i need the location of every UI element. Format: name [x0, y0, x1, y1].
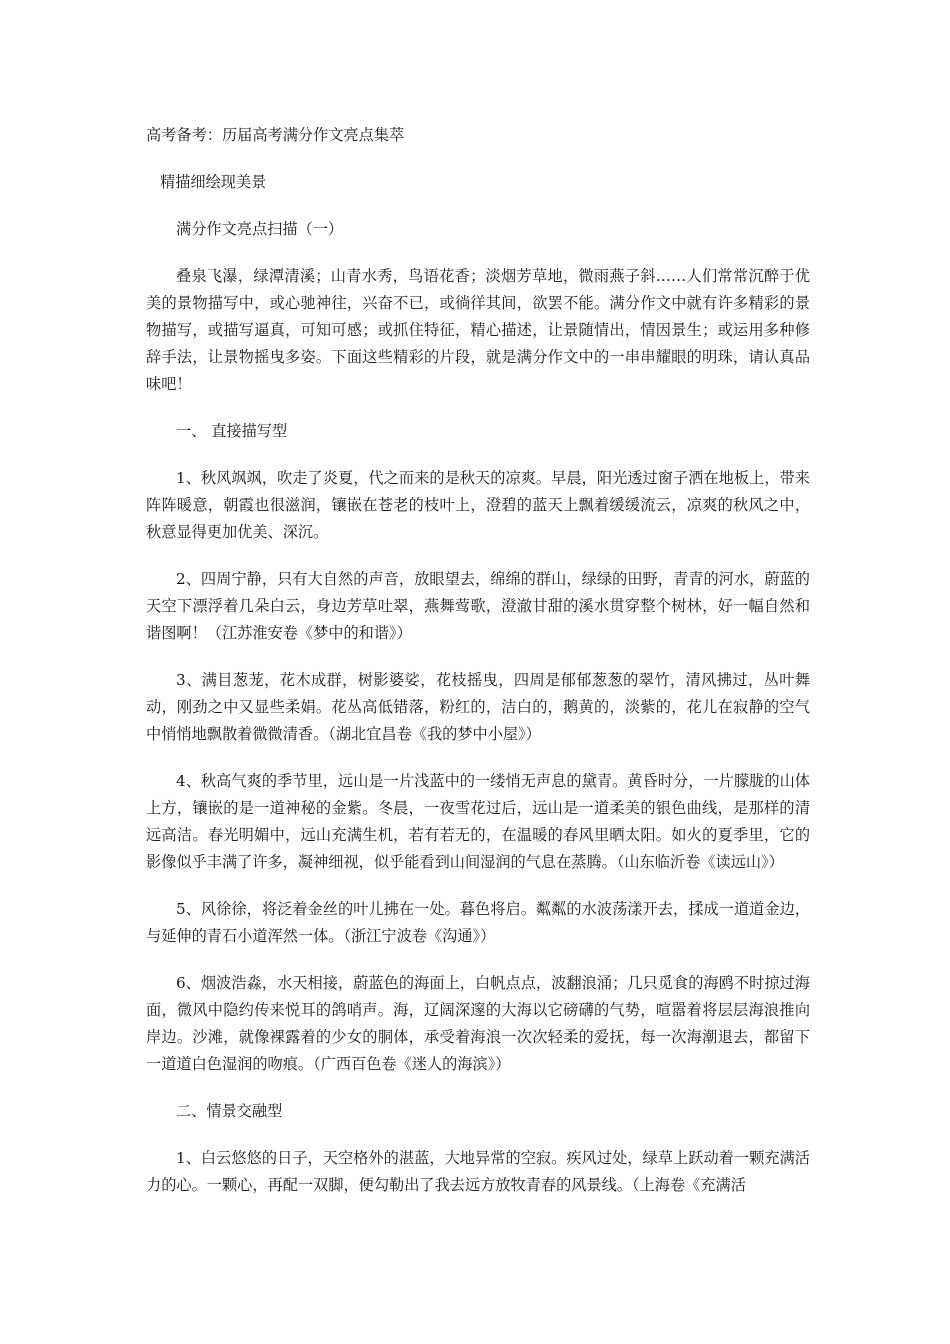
- document-page: [146, 122, 810, 1199]
- document-title: 高考备考：历届高考满分作文亮点集萃: [146, 126, 405, 144]
- part1-item-5: 5、风徐徐，将泛着金丝的叶儿拂在一处。暮色将启。粼粼的水波荡漾开去，揉成一道道金边，与延伸的青石小道浑然一体。（浙江宁波卷《沟通》）: [146, 900, 810, 945]
- part1-item-4: 4、秋高气爽的季节里，远山是一片浅蓝中的一缕悄无声息的黛青。黄昏时分，一片朦胧的山体上方，镶嵌的是一道神秘的金紫。冬晨，一夜雪花过后，远山是一道柔美的银色曲线，是那样的清远高洁。春光明媚中，远山充满生机，若有若无的，在温暖的春风里晒太阳。如火的夏季里，它的影像似乎丰满了许多，凝神细视，似乎能看到山间湿润的气息在蒸腾。（山东临沂卷《读远山》）: [146, 772, 810, 871]
- part1-item-1: 1、秋风飒飒，吹走了炎夏，代之而来的是秋天的凉爽。早晨，阳光透过窗子洒在地板上，带来阵阵暖意，朝霞也很滋润，镶嵌在苍老的枝叶上，澄碧的蓝天上飘着缓缓流云，凉爽的秋风之中，秋意显得更加优美、深沉。: [146, 469, 810, 541]
- part1-heading: 一、 直接描写型: [176, 422, 288, 440]
- part1-item-2: 2、四周宁静，只有大自然的声音，放眼望去，绵绵的群山，绿绿的田野，青青的河水，蔚蓝的天空下漂浮着几朵白云，身边芳草吐翠，燕舞莺歌，澄澈甘甜的溪水贯穿整个树林，好一幅自然和谐图啊！（江苏淮安卷《梦中的和谐》）: [146, 570, 810, 642]
- intro-paragraph: 叠泉飞瀑，绿潭清溪；山青水秀，鸟语花香；淡烟芳草地，微雨燕子斜……人们常常沉醉于优美的景物描写中，或心驰神往，兴奋不已，或徜徉其间，欲罢不能。满分作文中就有许多精彩的景物描写，或描写逼真，可知可感；或抓住特征，精心描述，让景随情出，情因景生；或运用多种修辞手法，让景物摇曳多姿。下面这些精彩的片段，就是满分作文中的一串串耀眼的明珠，请认真品味吧！: [146, 267, 810, 393]
- part2-heading: 二、情景交融型: [176, 1102, 283, 1120]
- section-heading: 满分作文亮点扫描（一）: [176, 220, 344, 238]
- part1-item-3: 3、满目葱茏，花木成群，树影婆娑，花枝摇曳，四周是郁郁葱葱的翠竹，清风拂过，丛叶舞动，刚劲之中又显些柔娟。花丛高低错落，粉红的，洁白的，鹅黄的，淡紫的，花儿在寂静的空气中悄悄地飘散着微微清香。（湖北宜昌卷《我的梦中小屋》）: [146, 671, 810, 743]
- part2-item-1: 1、白云悠悠的日子，天空格外的湛蓝，大地异常的空寂。疾风过处，绿草上跃动着一颗充满活力的心。一颗心，再配一双脚，便勾勒出了我去远方放牧青春的风景线。（上海卷《充满活: [146, 1149, 810, 1194]
- document-subtitle: 精描细绘现美景: [160, 173, 267, 191]
- part1-item-6: 6、烟波浩淼，水天相接，蔚蓝色的海面上，白帆点点，波翻浪涌；几只觅食的海鸥不时掠过海面，微风中隐约传来悦耳的鸽哨声。海，辽阔深邃的大海以它磅礴的气势，喧嚣着将层层海浪推向岸边。沙滩，就像裸露着的少女的胴体，承受着海浪一次次轻柔的爱抚，每一次海潮退去，都留下一道道白色湿润的吻痕。（广西百色卷《迷人的海滨》）: [146, 974, 810, 1073]
